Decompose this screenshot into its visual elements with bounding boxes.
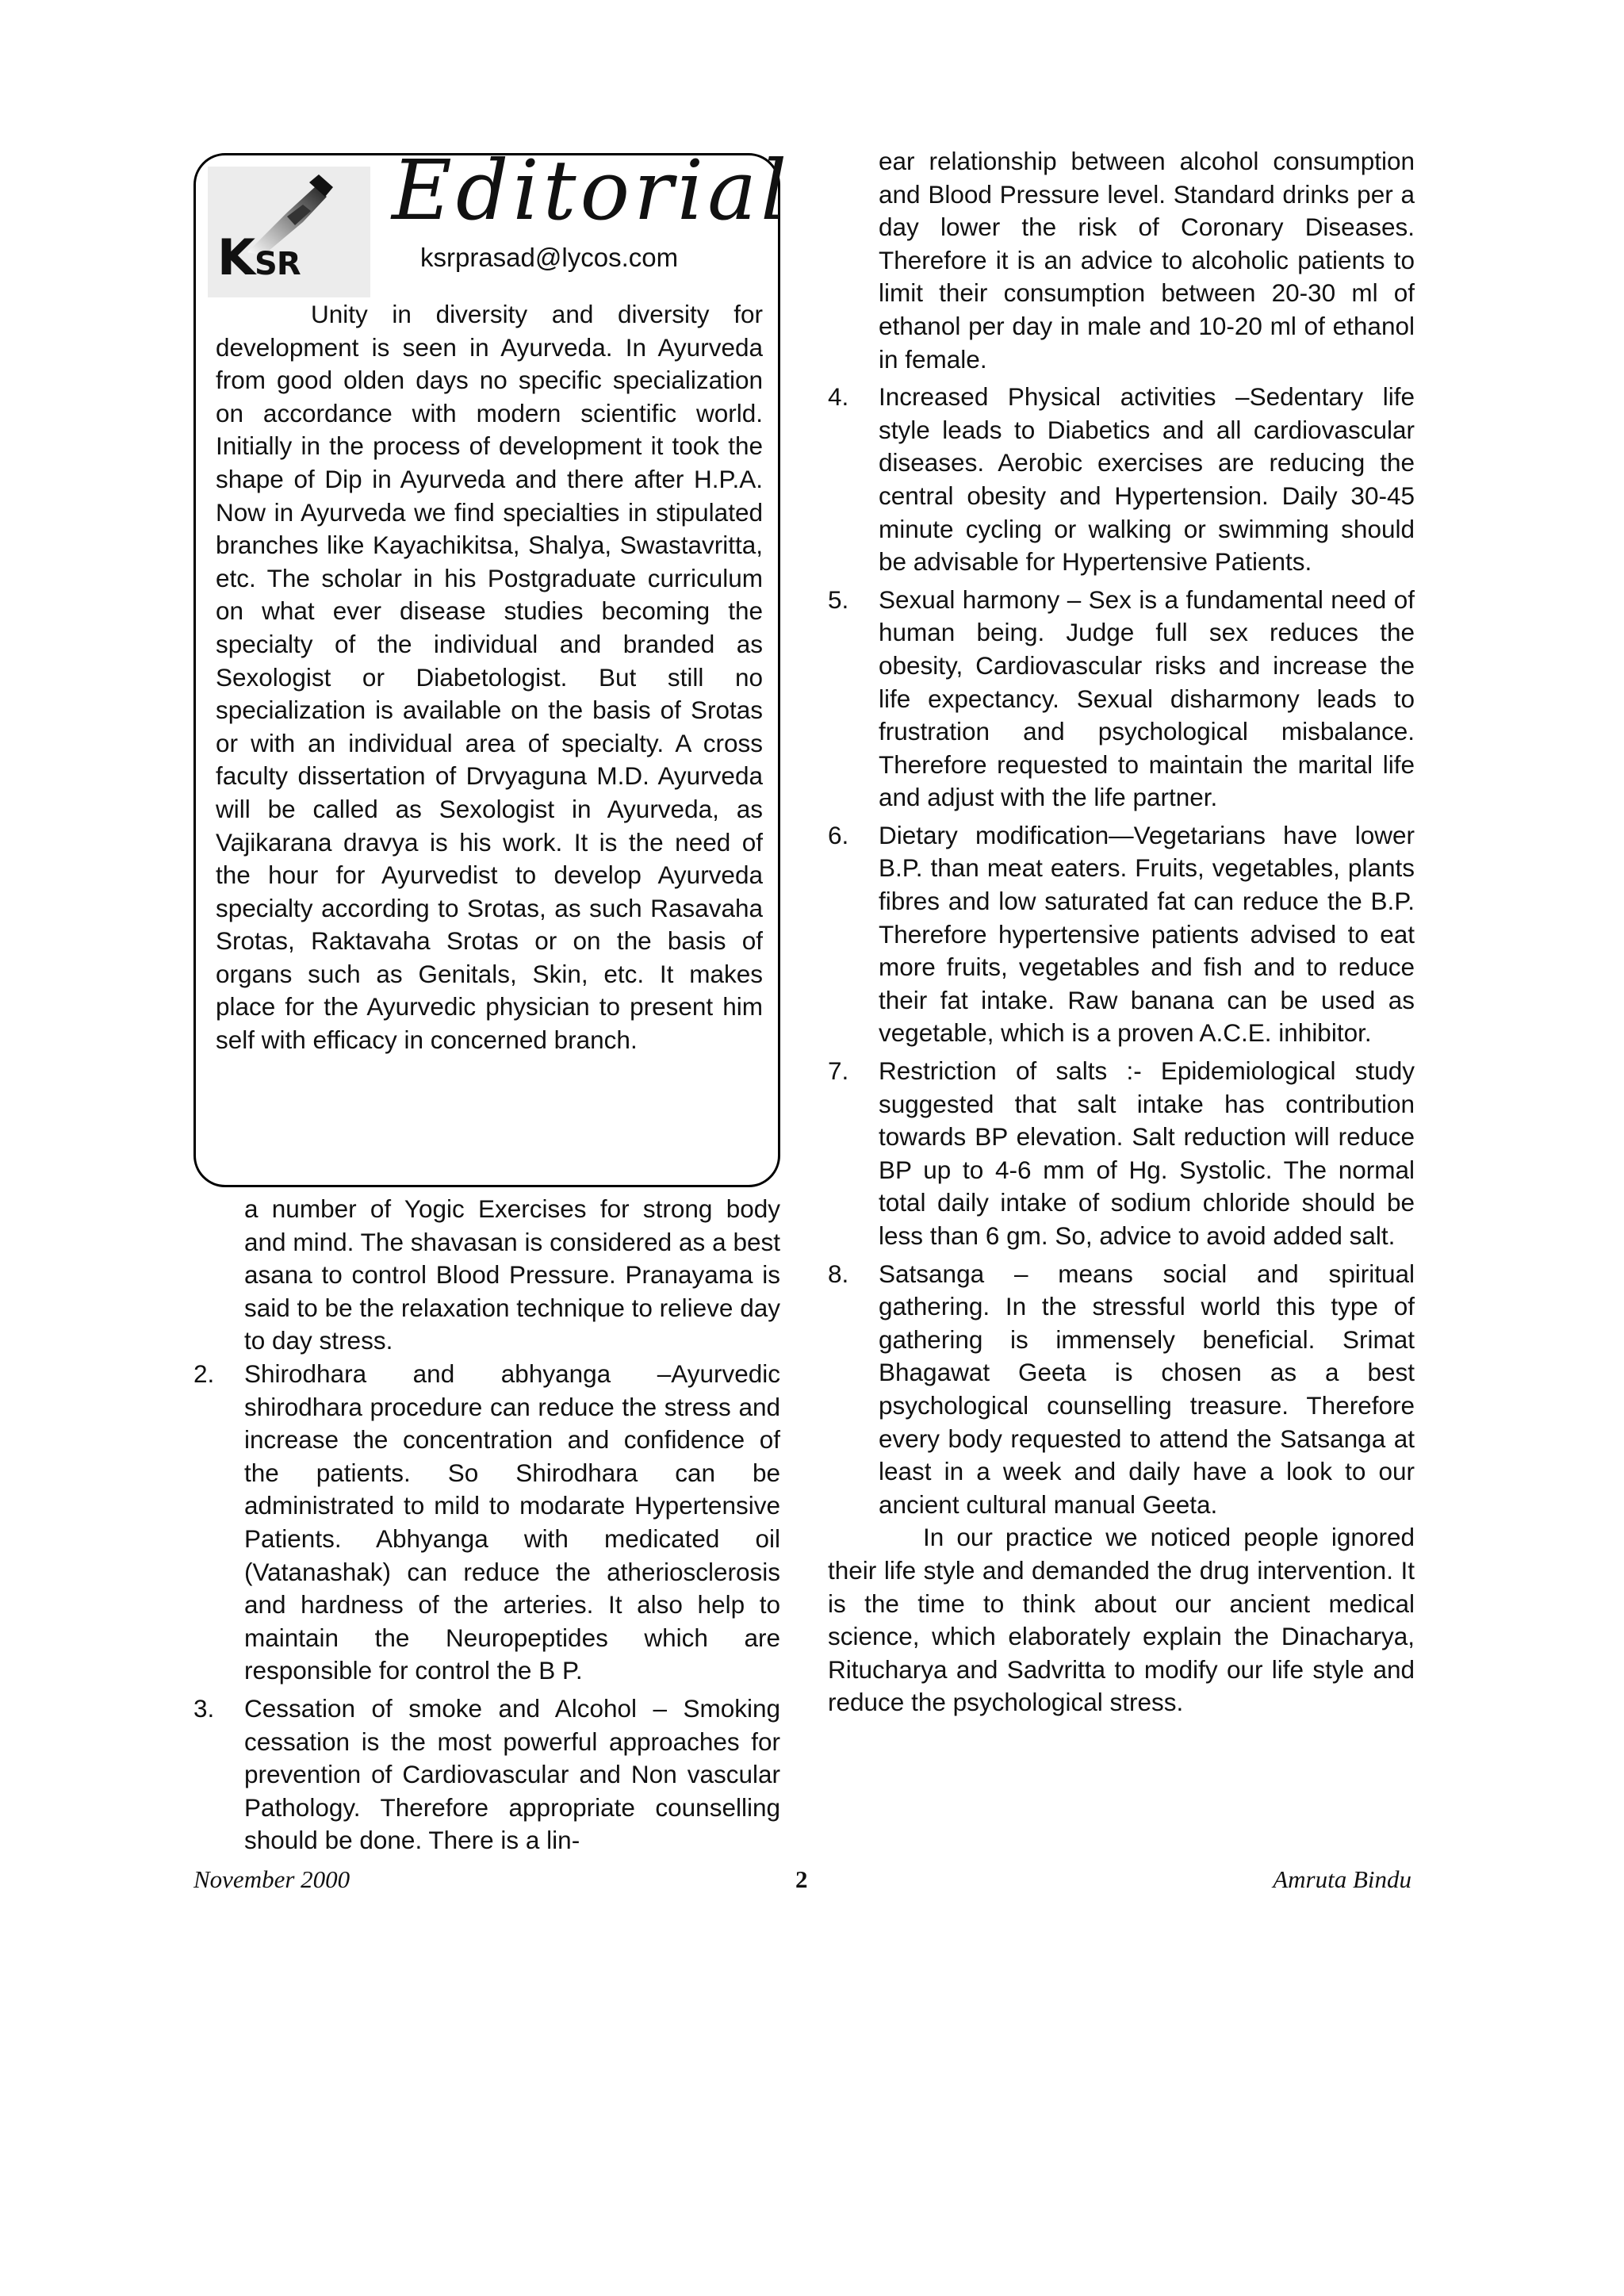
right-column bbox=[828, 145, 1415, 1719]
ksr-logo bbox=[208, 167, 370, 297]
item-number: 6. bbox=[828, 820, 849, 849]
list-item bbox=[193, 1692, 780, 1857]
list-item bbox=[828, 819, 1415, 1050]
item-text: Increased Physical activities –Sedentary life style leads to Diabetics and all cardiovascular diseases. Aerobic exercises are reducing the central obesity and Hypertension. Daily 30-45 minute cycling or walking or swimming should be advisable for Hypertensive Patients. bbox=[879, 382, 1415, 577]
list-item bbox=[828, 381, 1415, 579]
item-number: 5. bbox=[828, 585, 849, 614]
editorial-body bbox=[216, 298, 763, 1057]
item-number: 3. bbox=[193, 1693, 215, 1723]
editorial-title: Editorial bbox=[392, 142, 791, 239]
item-text: Sexual harmony – Sex is a fundamental need of human being. Judge full sex reduces the obesity, Cardiovascular risks and increase the life expectancy. Sexual disharmony leads to frustration and psychological misbalance. Therefore requested to maintain the marital life and adjust with the life partner. bbox=[879, 585, 1415, 812]
logo-text: KSR bbox=[217, 228, 301, 286]
list-item bbox=[828, 1258, 1415, 1522]
item-number: 7. bbox=[828, 1056, 849, 1086]
item-text: Satsanga – means social and spiritual gathering. In the stressful world this type of gathering is immensely beneficial. Srimat Bhagawat Geeta is chosen as a best psychological counselling treasure. Therefore every body requested to attend the Satsanga at least in a week and daily have a look to our ancient cultural manual Geeta. bbox=[879, 1259, 1415, 1519]
item-number: 4. bbox=[828, 382, 849, 412]
item-number: 2. bbox=[193, 1359, 215, 1388]
item-text: Shirodhara and abhyanga –Ayurvedic shirodhara procedure can reduce the stress and increase the concentration and confidence of the patients. So Shirodhara can be administrated to mild to modarate Hypertensive Patients. Abhyanga with medicated oil (Vatanashak) can reduce the atheriosclerosis and hardness of the arteries. It also help to maintain the Neuropeptides which are responsible for control the B P. bbox=[244, 1359, 780, 1685]
publication-name: Amruta Bindu bbox=[1273, 1865, 1411, 1893]
left-column bbox=[193, 1193, 780, 1857]
closing-paragraph: In our practice we noticed people ignored their life style and demanded the drug intervention. It is the time to think about our ancient medical science, which elaborately explain the Dinacharya, Ritucharya and Sadvritta to modify our life style and reduce the psychological stress. bbox=[828, 1523, 1415, 1717]
continuation-paragraph: a number of Yogic Exercises for strong body and mind. The shavasan is considered as a best asana to control Blood Pressure. Pranayama is said to be the relaxation technique to relieve day to day stress. bbox=[244, 1194, 780, 1355]
list-item bbox=[828, 1055, 1415, 1253]
list-item bbox=[193, 1358, 780, 1688]
item-text: Dietary modification—Vegetarians have lower B.P. than meat eaters. Fruits, vegetables, plants fibres and low saturated fat can reduce the B.P. Therefore hypertensive patients advised to eat more fruits, vegetables and fish and to reduce their fat intake. Raw banana can be used as vegetable, which is a proven A.C.E. inhibitor. bbox=[879, 820, 1415, 1048]
editorial-paragraph: Unity in diversity and diversity for development is seen in Ayurveda. In Ayurveda from good olden days no specific specialization on accordance with modern scientific world. Initially in the process of development it took the shape of Dip in Ayurveda and there after H.P.A. Now in Ayurveda we find specialties in stipulated branches like Kayachikitsa, Shalya, Swastavritta, etc. The scholar in his Postgraduate curriculum on what ever disease studies becoming the specialty of the individual and branded as Sexologist or Diabetologist. But still no specialization is available on the basis of Srotas or with an individual area of specialty. A cross faculty dissertation of Drvyaguna M.D. Ayurveda will be called as Sexologist in Ayurveda, as Vajikarana dravya is his work. It is the need of the hour for Ayurvedist to develop Ayurveda specialty according to Srotas, as such Rasavaha Srotas, Raktavaha Srotas or on the basis of organs such as Genitals, Skin, etc. It makes place for the Ayurvedic physician to present him self with efficacy in concerned branch. bbox=[216, 300, 763, 1055]
footer-date: November 2000 bbox=[193, 1865, 350, 1893]
item-text: Cessation of smoke and Alcohol – Smoking cessation is the most powerful approaches for prevention of Cardiovascular and Non vascular Pathology. Therefore appropriate counselling should be done. There is a lin- bbox=[244, 1693, 780, 1855]
list-item bbox=[828, 584, 1415, 815]
continuation-paragraph: ear relationship between alcohol consumption and Blood Pressure level. Standard drinks per a day lower the risk of Coronary Diseases. Therefore it is an advice to alcoholic patients to limit their consumption between 20-30 ml of ethanol per day in male and 10-20 ml of ethanol in female. bbox=[879, 147, 1415, 374]
editor-email: ksrprasad@lycos.com bbox=[420, 243, 679, 272]
item-number: 8. bbox=[828, 1259, 849, 1288]
page-number: 2 bbox=[795, 1865, 808, 1893]
item-text: Restriction of salts :- Epidemiological study suggested that salt intake has contribution towards BP elevation. Salt reduction will reduce BP up to 4-6 mm of Hg. Systolic. The normal total daily intake of sodium chloride should be less than 6 gm. So, advice to avoid added salt. bbox=[879, 1056, 1415, 1250]
